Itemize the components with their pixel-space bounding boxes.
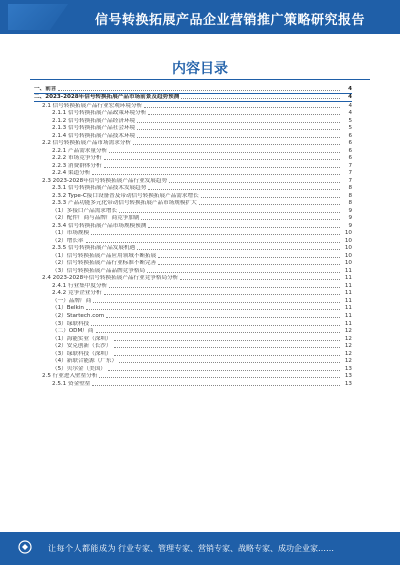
toc-entry-page: 7	[348, 162, 352, 169]
toc-entry[interactable]	[34, 170, 352, 178]
toc-entry[interactable]	[34, 222, 352, 230]
toc-entry-page: 4	[348, 110, 352, 117]
toc-entry[interactable]	[34, 267, 352, 275]
toc-entry-page: 11	[344, 320, 352, 327]
toc-entry-label: 2.5 行业进入壁垒分析	[42, 373, 98, 380]
toc-entry-label: （1）多接口产品需求增长	[52, 207, 118, 214]
toc-entry-page: 7	[348, 177, 352, 184]
toc-entry[interactable]	[34, 282, 352, 290]
toc-leader-dots	[108, 370, 340, 371]
toc-entry[interactable]	[34, 245, 352, 253]
toc-entry[interactable]	[34, 365, 352, 373]
toc-entry-page: 11	[344, 290, 352, 297]
footer-slogan: 让每个人都能成为	[48, 544, 116, 553]
toc-entry-page: 8	[348, 185, 352, 192]
toc-entry[interactable]	[34, 237, 352, 245]
toc-entry-page: 10	[344, 245, 352, 252]
toc-leader-dots	[86, 242, 340, 243]
toc-entry-label: 2.2.1 产品需求量分析	[52, 147, 108, 154]
toc-leader-dots	[104, 167, 340, 168]
toc-entry-label: 2.1.2 信号转换拓展产品经济环境	[52, 117, 136, 124]
toc-entry[interactable]	[34, 305, 352, 313]
toc-entry-page: 13	[344, 380, 352, 387]
toc-entry-page: 9	[348, 222, 352, 229]
toc-entry-page: 5	[348, 117, 352, 124]
toc-entry-label: 2.4 2023-2028年信号转换拓展产品行业竞争格局分析	[42, 275, 179, 282]
toc-leader-dots	[148, 114, 340, 115]
toc-leader-dots	[119, 362, 340, 363]
toc-entry-label: 2.5.1 资金壁垒	[52, 380, 91, 387]
toc-entry-label: 2.1.1 信号转换拓展产品政策环境分析	[52, 110, 147, 117]
toc-entry[interactable]	[34, 328, 352, 336]
toc-leader-dots	[93, 302, 340, 303]
toc-entry-label: （2）配件厂商与品牌厂商竞争加剧	[52, 215, 140, 222]
toc-entry-label: （5）贝尔金（美国）	[52, 365, 106, 372]
toc-entry-label: （4）新联合能源（广东）	[52, 358, 118, 365]
toc-entry-page: 10	[344, 260, 352, 267]
toc-entry-page: 11	[344, 312, 352, 319]
table-of-contents	[34, 85, 352, 388]
toc-leader-dots	[181, 98, 340, 99]
toc-entry-page: 4	[348, 94, 352, 101]
toc-entry-label: （1）市场规模	[52, 230, 90, 237]
toc-leader-dots	[137, 249, 340, 250]
toc-entry[interactable]	[34, 215, 352, 223]
toc-entry-page: 9	[348, 215, 352, 222]
toc-entry-page: 12	[344, 358, 352, 365]
toc-entry-page: 6	[348, 147, 352, 154]
toc-entry[interactable]	[34, 140, 352, 148]
toc-entry-page: 10	[344, 230, 352, 237]
toc-entry[interactable]	[34, 260, 352, 268]
toc-entry-page: 6	[348, 155, 352, 162]
toc-leader-dots	[144, 107, 340, 108]
toc-entry[interactable]	[34, 185, 352, 193]
toc-leader-dots	[119, 212, 340, 213]
toc-entry-label: （2）信号转换拓展产品行业标准不断完善	[52, 260, 157, 267]
toc-entry-page: 4	[348, 102, 352, 109]
toc-entry-label: （1）海能实业（深圳）	[52, 335, 112, 342]
toc-entry[interactable]	[34, 343, 352, 351]
toc-entry[interactable]	[34, 230, 352, 238]
toc-entry-label: 2.1.4 信号转换拓展产品技术环境	[52, 132, 136, 139]
toc-entry-page: 6	[348, 140, 352, 147]
toc-leader-dots	[114, 355, 341, 356]
toc-leader-dots	[109, 152, 340, 153]
toc-entry-page: 6	[348, 132, 352, 139]
toc-leader-dots	[92, 385, 340, 386]
toc-leader-dots	[58, 90, 340, 91]
toc-entry-label: （3）绿联科技（深圳）	[52, 350, 112, 357]
toc-entry[interactable]	[34, 290, 352, 298]
toc-entry-label: 2.3.1 信号转换拓展产品技术发展趋势	[52, 185, 147, 192]
toc-entry-page: 13	[344, 365, 352, 372]
toc-entry-page: 11	[344, 275, 352, 282]
toc-leader-dots	[137, 122, 340, 123]
toc-entry[interactable]	[34, 147, 352, 155]
toc-leader-dots	[158, 257, 340, 258]
toc-entry[interactable]	[34, 312, 352, 320]
toc-entry-label: 2.2 信号转换拓展产品市场需求分析	[42, 140, 131, 147]
toc-leader-dots	[158, 264, 340, 265]
toc-entry-label: 2.3.3 产品功能多元化带动信号转换拓展产品市场规模扩大	[52, 200, 197, 207]
toc-entry-label: （3）绿联科技	[52, 320, 90, 327]
page-footer	[0, 532, 400, 565]
toc-entry[interactable]	[34, 125, 352, 133]
toc-entry-label: 2.1 信号转换拓展产品行业宏观环境分析	[42, 102, 143, 109]
document-title: 信号转换拓展产品企业营销推广策略研究报告	[94, 13, 365, 28]
toc-leader-dots	[169, 182, 340, 183]
toc-entry-page: 11	[344, 297, 352, 304]
toc-entry-label: （一）品牌厂商	[52, 297, 92, 304]
toc-entry[interactable]	[34, 177, 352, 185]
toc-entry-label: 二、2023-2028年信号转换拓展产品市场前景及趋势预测	[34, 94, 180, 101]
toc-entry-page: 11	[344, 305, 352, 312]
toc-entry[interactable]	[34, 297, 352, 305]
toc-entry-label: 2.3.4 信号转换拓展产品市场规模预测	[52, 222, 147, 229]
toc-entry-label: （2）Startech.com	[52, 312, 105, 319]
toc-entry-page: 12	[344, 343, 352, 350]
toc-entry[interactable]	[34, 335, 352, 343]
toc-leader-dots	[199, 204, 340, 205]
toc-entry-page: 12	[344, 350, 352, 357]
toc-entry[interactable]	[34, 373, 352, 381]
toc-entry-page: 8	[348, 192, 352, 199]
toc-entry[interactable]	[34, 200, 352, 208]
toc-entry-page: 5	[348, 125, 352, 132]
toc-entry-label: （3）信号转换拓展产品品牌竞争格局	[52, 267, 146, 274]
toc-heading: 内容目录	[172, 61, 228, 77]
toc-leader-dots	[137, 137, 340, 138]
toc-entry-label: 2.2.4 渠道分析	[52, 170, 91, 177]
toc-leader-dots	[104, 159, 340, 160]
toc-entry-page: 9	[348, 207, 352, 214]
footer-tagline: 行业专家、管理专家、营销专家、战略专家、成功企业家……	[118, 544, 334, 553]
toc-entry-label: 2.3.5 信号转换拓展产品发展机遇	[52, 245, 136, 252]
toc-leader-dots	[99, 377, 340, 378]
toc-entry-label: 2.3 2023-2028年信号转换拓展产品行业发展趋势	[42, 177, 168, 184]
toc-entry[interactable]	[34, 207, 352, 215]
toc-entry[interactable]	[34, 380, 352, 388]
toc-entry-page: 12	[344, 335, 352, 342]
toc-entry[interactable]	[34, 350, 352, 358]
toc-entry-page: 11	[344, 282, 352, 289]
toc-leader-dots	[201, 197, 340, 198]
toc-entry[interactable]	[34, 358, 352, 366]
toc-entry[interactable]	[34, 275, 352, 283]
toc-entry-label: （二）ODM厂商	[52, 328, 94, 335]
toc-entry-page: 10	[344, 252, 352, 259]
toc-leader-dots	[148, 189, 340, 190]
toc-entry[interactable]	[34, 162, 352, 170]
toc-entry[interactable]	[34, 117, 352, 125]
toc-leader-dots	[114, 340, 341, 341]
toc-leader-dots	[104, 294, 340, 295]
toc-leader-dots	[148, 227, 340, 228]
toc-entry[interactable]	[34, 132, 352, 140]
toc-leader-dots	[133, 144, 340, 145]
toc-entry-label: 2.2.2 市场竞争分析	[52, 155, 102, 162]
toc-entry[interactable]	[34, 155, 352, 163]
toc-leader-dots	[147, 272, 340, 273]
toc-entry-label: 2.4.1 行业集中度分析	[52, 282, 108, 289]
toc-leader-dots	[91, 325, 340, 326]
toc-leader-dots	[109, 287, 340, 288]
toc-entry-label: （2）增长率	[52, 237, 84, 244]
toc-entry[interactable]	[34, 110, 352, 118]
toc-leader-dots	[86, 309, 340, 310]
toc-entry-page: 13	[344, 373, 352, 380]
toc-entry-page: 4	[348, 85, 352, 92]
header-decoration	[8, 4, 68, 30]
toc-leader-dots	[106, 317, 340, 318]
toc-entry-label: 一、前言	[34, 85, 57, 92]
toc-entry-page: 10	[344, 237, 352, 244]
toc-entry-label: 2.3.2 Type-C接口设备普及带动信号转换拓展产品需求增长	[52, 192, 199, 199]
toc-entry-label: （2）安克创新（长沙）	[52, 343, 112, 350]
toc-leader-dots	[180, 279, 340, 280]
toc-leader-dots	[141, 219, 340, 220]
toc-entry-page: 11	[344, 267, 352, 274]
toc-entry[interactable]	[34, 94, 352, 102]
toc-entry-page: 12	[344, 328, 352, 335]
footer-logo-icon	[18, 540, 32, 554]
toc-entry-label: 2.4.2 竞争企业分析	[52, 290, 102, 297]
toc-entry-label: （1）Belkin	[52, 305, 84, 312]
toc-leader-dots	[92, 174, 340, 175]
toc-entry-page: 7	[348, 170, 352, 177]
toc-heading-divider	[30, 79, 370, 80]
toc-entry-label: （1）信号转换拓展产品应用领域不断拓展	[52, 252, 157, 259]
page-header	[0, 0, 400, 34]
toc-entry-label: 2.2.3 消费群体分析	[52, 162, 102, 169]
toc-entry-label: 2.1.3 信号转换拓展产品社会环境	[52, 125, 136, 132]
toc-leader-dots	[91, 234, 340, 235]
toc-entry[interactable]	[34, 192, 352, 200]
toc-entry[interactable]	[34, 85, 352, 93]
toc-leader-dots	[137, 129, 340, 130]
toc-leader-dots	[96, 332, 340, 333]
toc-entry[interactable]	[34, 252, 352, 260]
toc-leader-dots	[114, 347, 341, 348]
toc-entry[interactable]	[34, 102, 352, 110]
toc-entry-page: 8	[348, 200, 352, 207]
toc-entry[interactable]	[34, 320, 352, 328]
